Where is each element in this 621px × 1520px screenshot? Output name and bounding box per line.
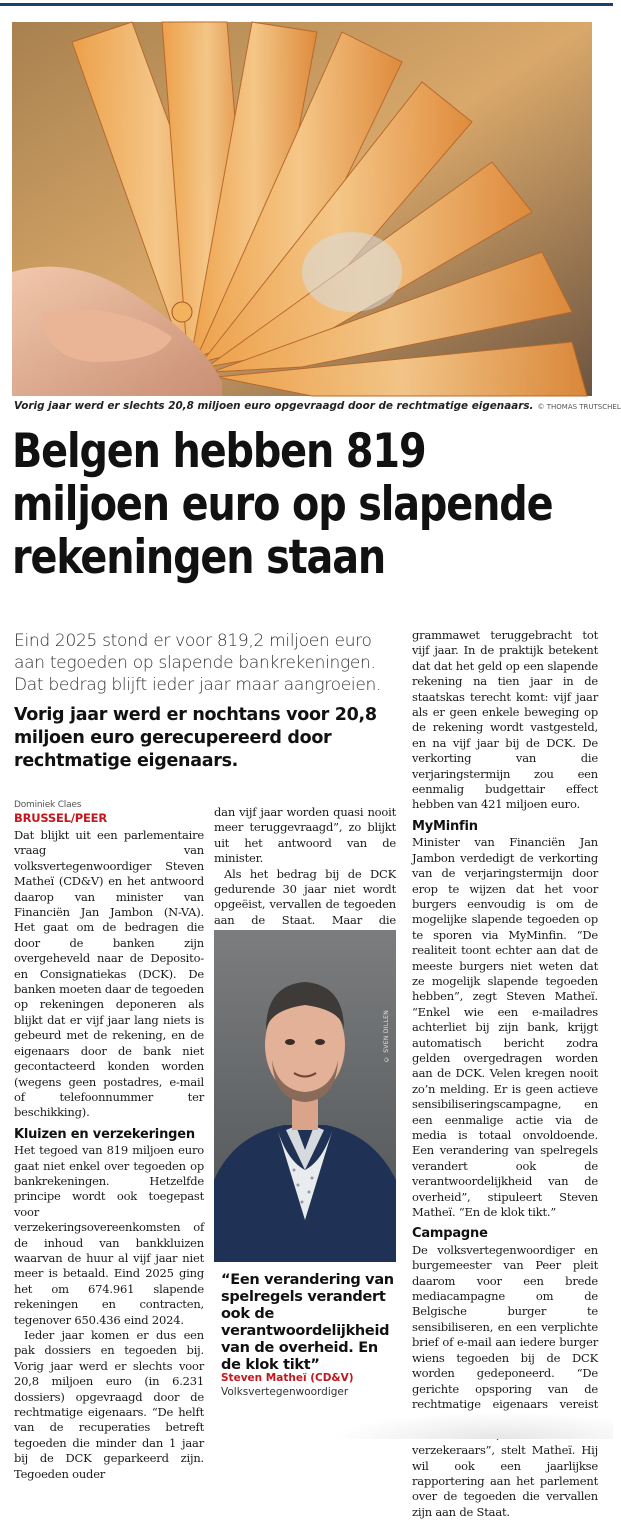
paragraph: Ieder jaar komen er dus een pak dossiers en tegoeden bij. Vorig jaar werd er slechts voor 20,8 miljoen euro (in 6.231 dossiers) opgevraagd door de rechtmatige eigenaars. “De helft van de recuperaties betreft tegoeden die minder dan 1 jaar bij de DCK geparkeerd zijn. Tegoeden ouder xyxy=(14,1328,204,1481)
paragraph: Minister van Financiën Jan Jambon verdedigt de verkorting van de verjaringstermijn door erop te wijzen dat het voor burgers eenvoudig is om de mogelijke slapende tegoeden op te sporen via MyMinfin. “De realiteit toont echter aan dat de meeste burgers niet weten dat ze mogelijk slapende tegoeden hebben”, zegt Steven Matheï. “Enkel wie een e-mailadres achterliet bij zijn bank, krijgt automatisch bericht zodra gelden overgedragen worden aan de DCK. Velen kregen nooit zo’n melding. Er is geen actieve sensibiliseringscampagne, en een eenmalige actie via de media is totaal onvoldoende. Een verandering van spelregels verandert ook de verantwoordelijkheid van de overheid”, stipuleert Steven Matheï. “En de klok tikt.” xyxy=(412,835,598,1220)
masthead-rule xyxy=(0,0,613,6)
article-headline: Belgen hebben 819 miljoen euro op slapende rekeningen staan xyxy=(12,424,553,585)
article-lead: Eind 2025 stond er voor 819,2 miljoen euro aan tegoeden op slapende bankrekeningen. Dat bedrag blijft ieder jaar maar aangroeien. xyxy=(14,631,382,695)
article-lead-bold: Vorig jaar werd er nochtans voor 20,8 miljoen euro gerecupereerd door rechtmatige eigenaars. xyxy=(14,705,377,771)
paragraph: Dat blijkt uit een parlementaire vraag van volksvertegenwoordiger Steven Matheï (CD&V) en het antwoord daarop van minister van Financiën Jan Jambon (N-VA). Het gaat om de bedragen die door de banken zijn overgeheveld naar de Deposito- en Consignatiekas (DCK). De banken moeten daar de tegoeden op rekeningen deponeren als blijkt dat er vijf jaar lang niets is gebeurd met de rekening, en de eigenaars door de bank niet gecontacteerd konden worden (wegens geen postadres, e-mail of telefoonnummer ter beschikking). xyxy=(14,828,204,1120)
portrait-photo xyxy=(214,930,396,1262)
photo-credit: © THOMAS TRUTSCHEL xyxy=(537,403,621,411)
paragraph: Als het bedrag bij de DCK gedurende 30 jaar niet wordt opgeëist, vervallen de tegoeden aan de Staat. Maar die xyxy=(214,866,396,927)
caption-text: Vorig jaar werd er slechts 20,8 miljoen euro opgevraagd door de rechtmatige eigenaars. xyxy=(14,400,534,412)
paragraph: dan vijf jaar worden quasi nooit meer teruggevraagd”, zo blijkt uit het antwoord van de minister. xyxy=(214,805,396,866)
pull-quote: “Een verandering van spelregels verandert ook de verantwoordelijkheid van de overheid. En de klok tikt” xyxy=(221,1272,394,1373)
byline-place: BRUSSEL/PEER xyxy=(14,811,107,825)
subheading: Campagne xyxy=(412,1226,488,1242)
pull-quote-role: Volksvertegenwoordiger xyxy=(221,1386,349,1398)
portrait-credit: © SVEN DILLEN xyxy=(383,1010,390,1063)
paragraph: Het tegoed van 819 miljoen euro gaat niet enkel over tegoeden op bankrekeningen. Hetzelfde principe wordt ook toegepast voor verzekeringsovereenkomsten of de inhoud van bankkluizen waarvan de huur al vijf jaar niet meer is betaald. Eind 2025 ging het om 674.961 slapende rekeningen en contracten, tegenover 650.436 eind 2024. xyxy=(14,1143,204,1327)
subheading: Kluizen en verzekeringen xyxy=(14,1126,195,1142)
article-column-1 xyxy=(14,800,204,1482)
paragraph: De volksvertegenwoordiger en burgemeester van Peer pleit daarom voor een brede mediacampagne om de Belgische burger te sensibiliseren, en een verplichte brief of e-mail aan iedere burger wiens tegoeden bij de DCK worden gedeponeerd. “De gerichte opsporing van de rechtmatige eigenaars vereist verzekeraars”, stelt Matheï. Hij wil ook een jaarlijkse rapportering aan het parlement over de tegoeden die vervallen zijn aan de Staat. xyxy=(412,1242,598,1519)
paragraph: grammawet teruggebracht tot vijf jaar. In de praktijk betekent dat dat het geld op een slapende rekening na tien jaar in de staatskas terecht komt: vijf jaar als er geen enkele beweging op de rekening wordt vastgesteld, en na vijf jaar bij de DCK. De verkorting van die verjaringstermijn zou een eenmalig budgettair effect hebben van 421 miljoen euro. xyxy=(412,628,598,812)
page-curl-shadow xyxy=(330,1412,613,1439)
article-column-3 xyxy=(412,628,598,1520)
photo-caption xyxy=(14,400,621,412)
pull-quote-name: Steven Matheï (CD&V) xyxy=(221,1372,354,1384)
byline-author: Dominiek Claes xyxy=(14,800,82,810)
banknotes-photo xyxy=(12,22,592,396)
subheading: MyMinfin xyxy=(412,818,478,834)
